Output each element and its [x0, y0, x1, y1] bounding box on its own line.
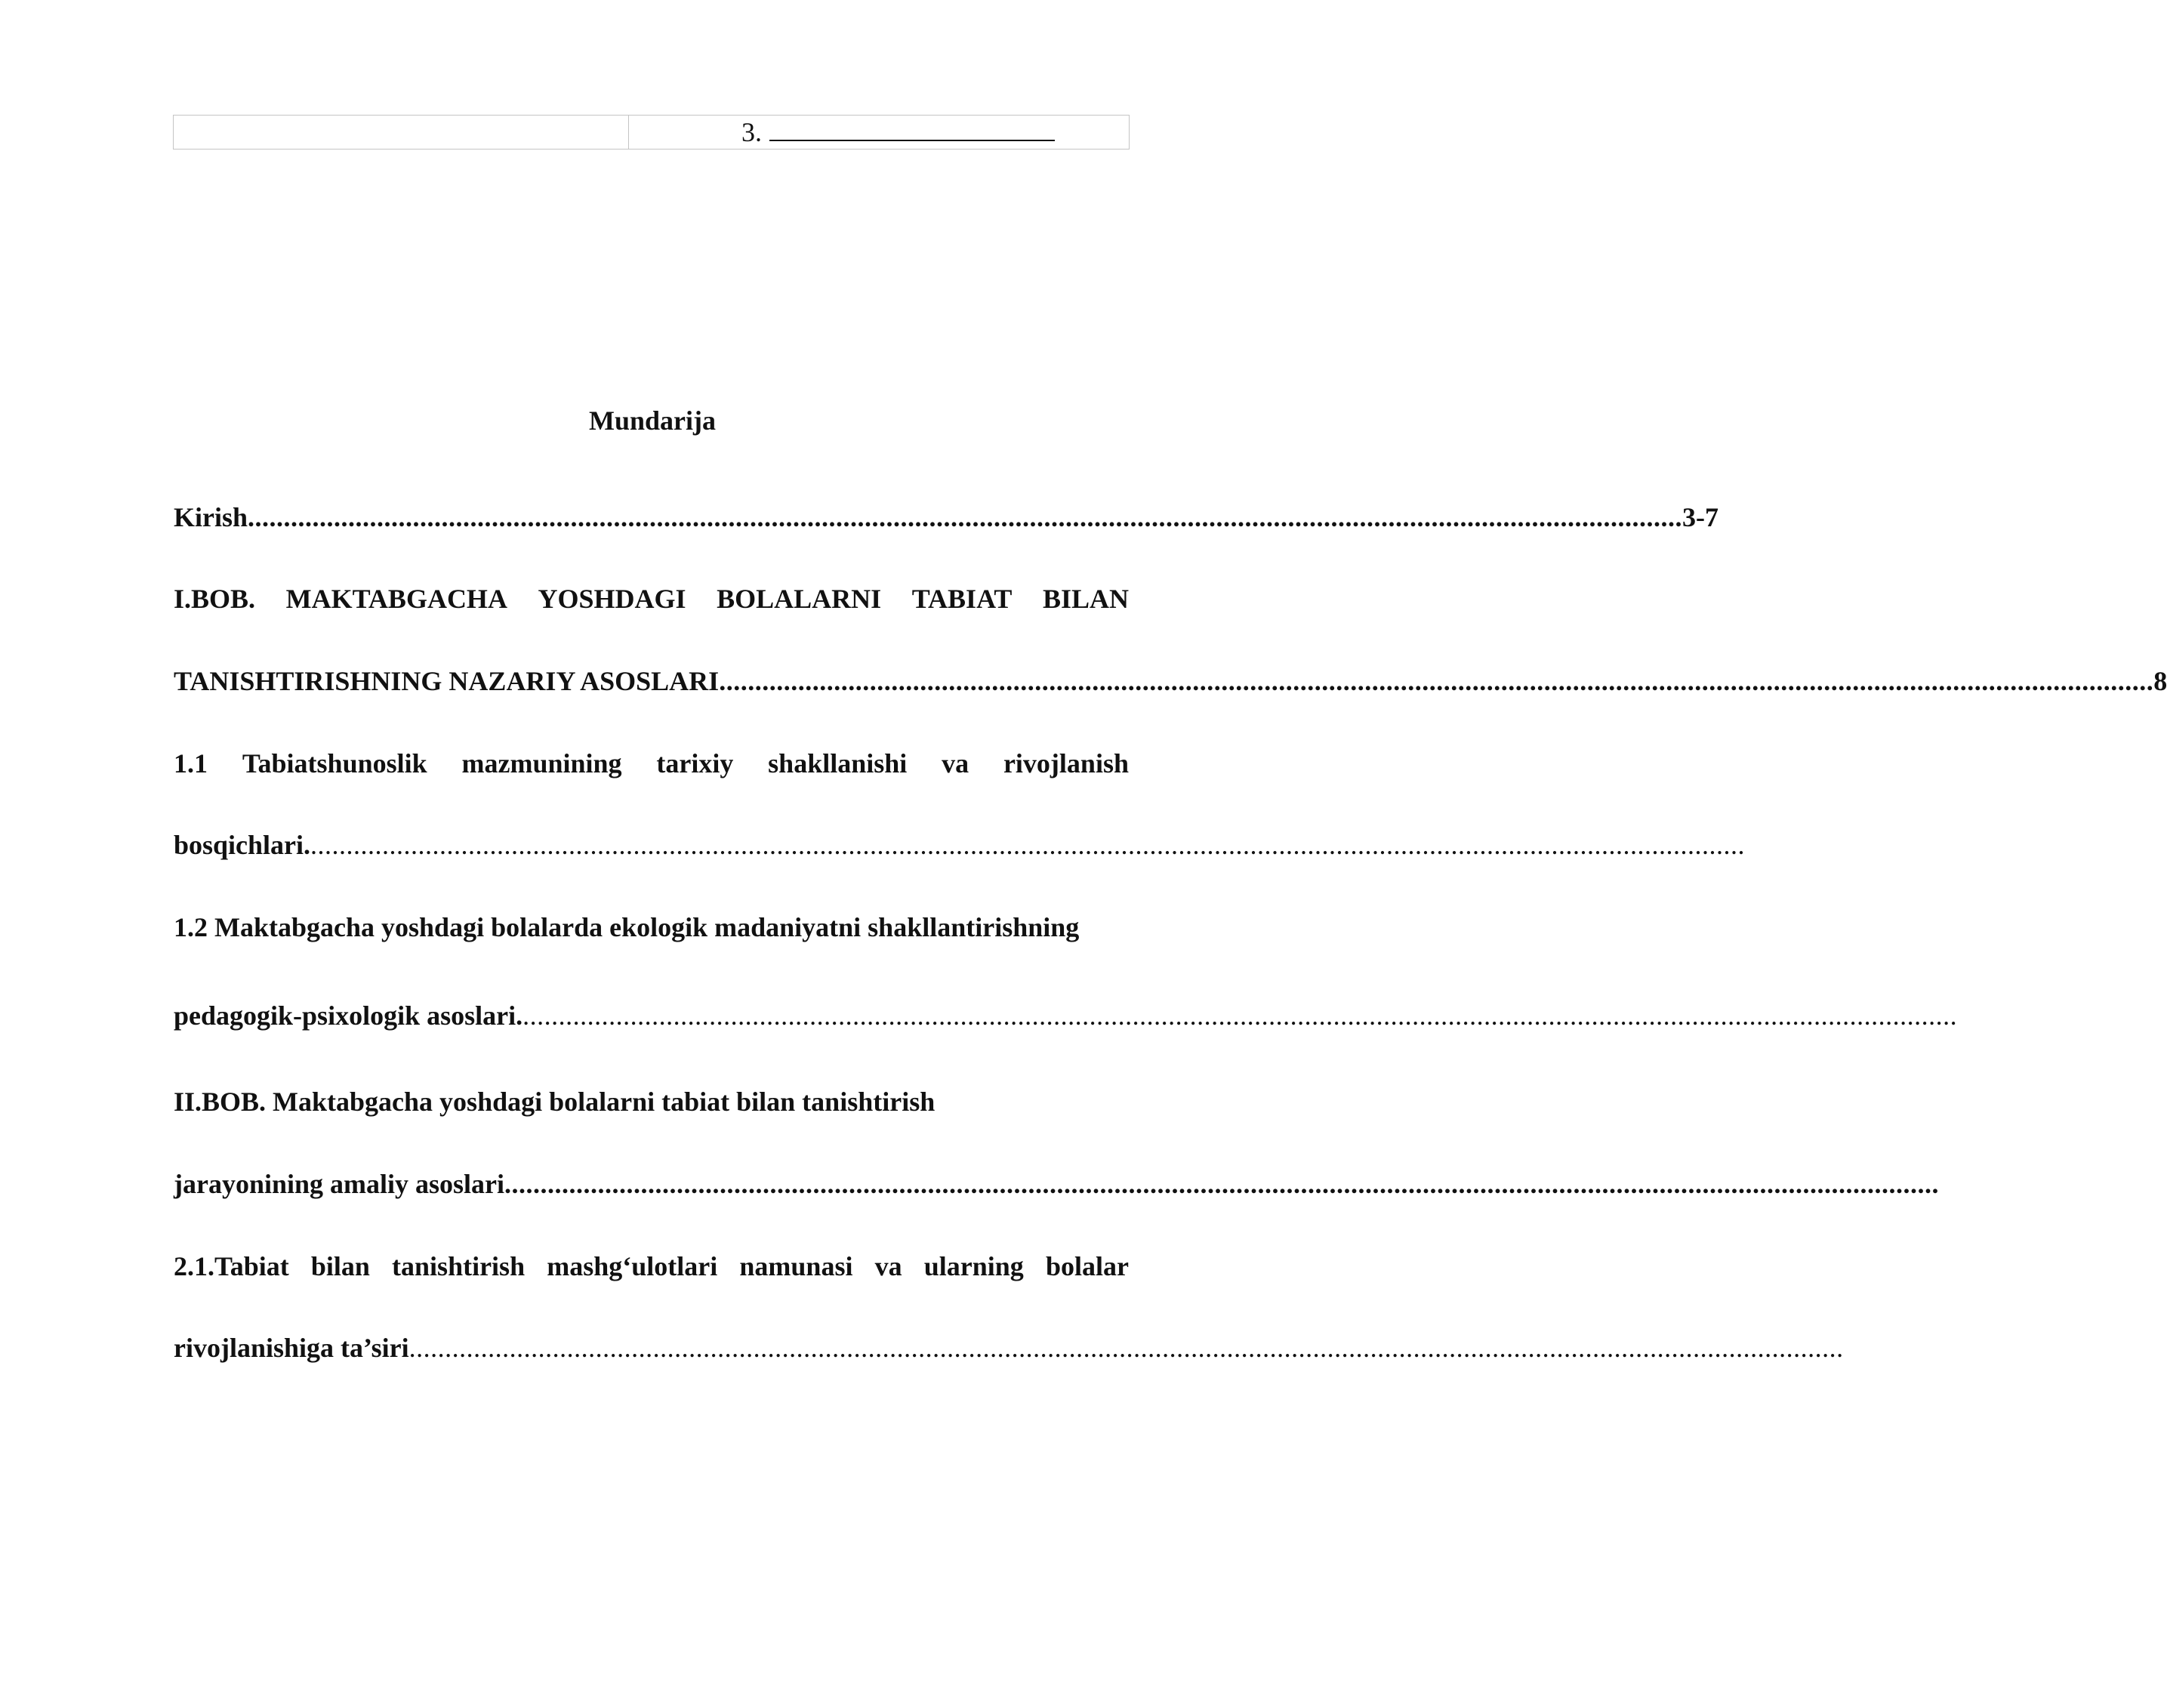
toc-entry-1-1-line2[interactable]: [174, 826, 1746, 864]
signature-table-left-cell: [174, 116, 629, 149]
toc-entry-1-2-line2[interactable]: [174, 997, 1958, 1034]
signature-table: [173, 115, 1130, 150]
toc-word: tarixiy: [656, 748, 734, 778]
signature-table-right-cell: [629, 116, 1129, 149]
toc-leader-dots: ........................................................................................................................................................................................................: [248, 502, 1683, 532]
toc-word: bilan: [310, 1251, 370, 1281]
toc-word: mashg‘ulotlari: [547, 1251, 718, 1281]
toc-entry-text: Kirish: [174, 502, 248, 532]
toc-entry-bob2-line1[interactable]: II.BOB. Maktabgacha yoshdagi bolalarni tabiat bilan tanishtirish: [174, 1087, 936, 1117]
toc-entry-bob1-line2[interactable]: [174, 662, 2167, 700]
toc-leader-dots: ........................................................................................................................................................................................................: [504, 1169, 1940, 1199]
toc-word: namunasi: [739, 1251, 853, 1281]
toc-entry-text: pedagogik-psixologik asoslari.: [174, 1000, 523, 1031]
toc-word: TABIAT: [911, 584, 1013, 614]
toc-word: MAKTABGACHA: [285, 584, 507, 614]
signature-number: 3.: [741, 117, 762, 147]
toc-word: 2.1.Tabiat: [174, 1251, 289, 1281]
toc-word: va: [942, 748, 969, 778]
toc-word: 1.1: [174, 748, 208, 778]
toc-word: bolalar: [1045, 1251, 1129, 1281]
toc-entry-1-2-line1[interactable]: 1.2 Maktabgacha yoshdagi bolalarda ekologik madaniyatni shakllantirishning: [174, 912, 1080, 942]
toc-leader-dots: ........................................................................................................................................................................................................: [522, 1000, 1958, 1031]
toc-page-number: 8: [2153, 666, 2167, 696]
page-title: Mundarija: [588, 405, 716, 436]
toc-entry-bob2-line2[interactable]: [174, 1165, 1940, 1203]
toc-entry-text: jarayonining amaliy asoslari: [174, 1169, 505, 1199]
toc-word: shakllanishi: [768, 748, 908, 778]
toc-entry-kirish[interactable]: [174, 498, 1719, 536]
toc-entry-1-1-line1[interactable]: [174, 745, 1129, 782]
signature-blank-line: [769, 117, 1055, 141]
toc-leader-dots: ........................................................................................................................................................................................................: [310, 830, 1746, 860]
toc-entry-text: rivojlanishiga ta’siri: [174, 1333, 409, 1363]
toc-entry-text: TANISHTIRISHNING NAZARIY ASOSLARI: [174, 666, 720, 696]
toc-leader-dots: ........................................................................................................................................................................................................: [408, 1333, 1844, 1363]
toc-word: Tabiatshunoslik: [242, 748, 427, 778]
toc-word: YOSHDAGI: [538, 584, 686, 614]
toc-entry-2-1-line1[interactable]: [174, 1247, 1129, 1285]
toc-entry-text: bosqichlari.: [174, 830, 311, 860]
toc-word: va: [874, 1251, 902, 1281]
toc-page-number: 3-7: [1682, 502, 1719, 532]
toc-entry-bob1-line1[interactable]: [174, 580, 1129, 618]
toc-word: rivojlanish: [1003, 748, 1129, 778]
toc-entry-2-1-line2[interactable]: [174, 1329, 1844, 1367]
toc-word: ularning: [923, 1251, 1024, 1281]
toc-word: BOLALARNI: [717, 584, 882, 614]
toc-word: I.BOB.: [174, 584, 256, 614]
toc-word: tanishtirish: [392, 1251, 526, 1281]
toc-word: BILAN: [1042, 584, 1129, 614]
toc-word: mazmunining: [461, 748, 622, 778]
toc-leader-dots: ........................................................................................................................................................................................................: [719, 666, 2154, 696]
